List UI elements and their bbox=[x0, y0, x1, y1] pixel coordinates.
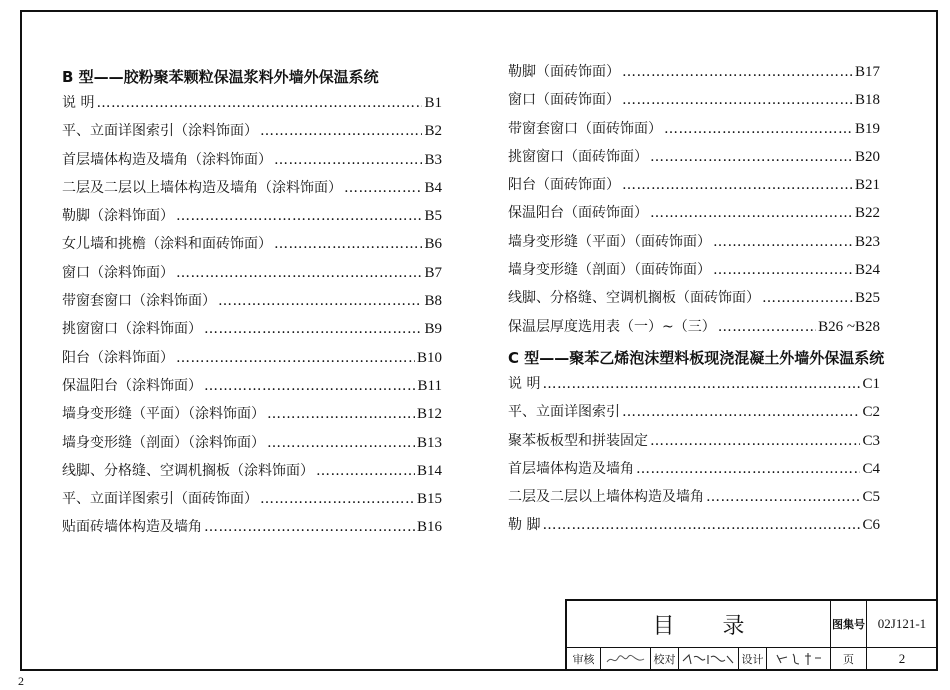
toc-entry-title: 墙身变形缝（剖面）（涂料饰面） bbox=[62, 434, 265, 451]
toc-entry-page: B22 bbox=[854, 205, 880, 222]
toc-entry-page: B20 bbox=[854, 148, 880, 165]
toc-entry bbox=[62, 92, 442, 120]
toc-entry-page: B19 bbox=[854, 120, 880, 137]
toc-entry bbox=[508, 316, 880, 344]
toc-leader-dots bbox=[344, 180, 422, 196]
toc-leader-dots bbox=[176, 350, 415, 366]
checker-signature bbox=[679, 648, 739, 670]
toc-entry-title: 贴面砖墙体构造及墙角 bbox=[62, 519, 202, 536]
toc-leader-dots bbox=[542, 376, 860, 392]
toc-left-column bbox=[62, 92, 442, 545]
toc-entry bbox=[62, 318, 442, 346]
toc-entry-title: 墙身变形缝（平面）（面砖饰面） bbox=[508, 233, 711, 250]
toc-leader-dots bbox=[204, 321, 422, 337]
toc-entry bbox=[508, 89, 880, 117]
toc-entry-page: B2 bbox=[424, 123, 442, 140]
toc-leader-dots bbox=[706, 489, 860, 505]
toc-leader-dots bbox=[260, 123, 422, 139]
toc-entry-page: C1 bbox=[862, 376, 880, 392]
toc-entry bbox=[508, 202, 880, 230]
reviewer-signature bbox=[601, 648, 651, 670]
toc-entry-title: 首层墙体构造及墙角 bbox=[508, 460, 634, 477]
toc-entry bbox=[508, 174, 880, 202]
toc-entry-title: 窗口（涂料饰面） bbox=[62, 264, 174, 281]
page-number-cell: 2 bbox=[867, 648, 937, 670]
toc-leader-dots bbox=[218, 293, 422, 309]
toc-entry bbox=[508, 118, 880, 146]
toc-entry-title: 勒 脚 bbox=[508, 517, 541, 534]
toc-entry bbox=[62, 290, 442, 318]
toc-leader-dots bbox=[274, 152, 422, 168]
toc-leader-dots bbox=[713, 262, 853, 278]
toc-entry-page: B17 bbox=[854, 64, 880, 80]
toc-entry-title: 带窗套窗口（涂料饰面） bbox=[62, 293, 216, 310]
section-c-heading: C 型——聚苯乙烯泡沫塑料板现浇混凝土外墙外保温系统 bbox=[508, 349, 885, 367]
toc-entry-page: C5 bbox=[862, 489, 880, 506]
toc-entry-title: 聚苯板板型和拼装固定 bbox=[508, 432, 648, 449]
toc-entry-page: B11 bbox=[417, 377, 442, 394]
toc-entry-page: B14 bbox=[416, 462, 442, 479]
toc-entry bbox=[508, 430, 880, 458]
toc-entry bbox=[62, 347, 442, 375]
toc-entry-page: C3 bbox=[862, 432, 880, 449]
toc-entry-page: B24 bbox=[854, 262, 880, 279]
toc-entry-page: B10 bbox=[416, 349, 442, 366]
toc-entry-page: B15 bbox=[416, 491, 442, 508]
toc-entry bbox=[62, 460, 442, 488]
toc-entry-title: 说 明 bbox=[508, 376, 541, 392]
toc-entry-title: 窗口（面砖饰面） bbox=[508, 92, 620, 109]
toc-entry bbox=[62, 403, 442, 431]
toc-leader-dots bbox=[267, 406, 415, 422]
atlas-number: 02J121-1 bbox=[867, 601, 937, 648]
toc-leader-dots bbox=[176, 265, 422, 281]
toc-entry-title: 挑窗窗口（面砖饰面） bbox=[508, 148, 648, 165]
toc-leader-dots bbox=[204, 378, 416, 394]
toc-entry bbox=[62, 205, 442, 233]
toc-entry-page: B13 bbox=[416, 434, 442, 451]
toc-leader-dots bbox=[622, 92, 853, 108]
toc-entry-page: B16 bbox=[416, 519, 442, 536]
toc-entry-title: 带窗套窗口（面砖饰面） bbox=[508, 120, 662, 137]
toc-entry-page: C4 bbox=[862, 460, 880, 477]
toc-entry-page: C6 bbox=[862, 517, 880, 534]
sheet-title: 目录 bbox=[567, 601, 831, 648]
toc-entry-page: B26 ~B28 bbox=[818, 318, 880, 335]
toc-entry-title: 说 明 bbox=[62, 95, 95, 111]
toc-entry-page: B23 bbox=[854, 233, 880, 250]
toc-leader-dots bbox=[274, 236, 422, 252]
toc-entry-title: 勒脚（面砖饰面） bbox=[508, 64, 620, 80]
toc-entry-page: B4 bbox=[424, 179, 442, 196]
toc-leader-dots bbox=[636, 461, 860, 477]
toc-entry bbox=[62, 149, 442, 177]
toc-entry-page: B3 bbox=[424, 151, 442, 168]
toc-leader-dots bbox=[316, 463, 415, 479]
check-label: 校对 bbox=[651, 648, 679, 670]
toc-entry bbox=[508, 373, 880, 401]
toc-entry-page: B12 bbox=[416, 406, 442, 423]
toc-entry-page: C2 bbox=[862, 404, 880, 421]
toc-entry-title: 墙身变形缝（剖面）（面砖饰面） bbox=[508, 262, 711, 279]
toc-entry bbox=[62, 233, 442, 261]
toc-entry bbox=[62, 177, 442, 205]
toc-entry bbox=[508, 231, 880, 259]
toc-entry-title: 阳台（涂料饰面） bbox=[62, 349, 174, 366]
toc-entry-title: 勒脚（涂料饰面） bbox=[62, 208, 174, 225]
toc-entry-page: B5 bbox=[424, 208, 442, 225]
page-label: 页 bbox=[831, 648, 867, 670]
toc-leader-dots bbox=[622, 177, 853, 193]
toc-leader-dots bbox=[622, 404, 860, 420]
toc-entry bbox=[508, 401, 880, 429]
toc-entry bbox=[508, 61, 880, 89]
toc-right-column bbox=[508, 61, 880, 344]
toc-entry bbox=[508, 458, 880, 486]
title-block bbox=[565, 599, 937, 670]
toc-entry bbox=[508, 146, 880, 174]
toc-entry-title: 阳台（面砖饰面） bbox=[508, 177, 620, 194]
toc-entry-title: 墙身变形缝（平面）（涂料饰面） bbox=[62, 406, 265, 423]
toc-entry bbox=[508, 486, 880, 514]
toc-entry bbox=[508, 514, 880, 542]
toc-entry-page: B18 bbox=[854, 92, 880, 109]
toc-entry-title: 二层及二层以上墙体构造及墙角（涂料饰面） bbox=[62, 179, 342, 196]
toc-leader-dots bbox=[713, 234, 853, 250]
toc-leader-dots bbox=[664, 121, 853, 137]
toc-leader-dots bbox=[204, 519, 415, 535]
toc-right-column-c bbox=[508, 373, 880, 543]
toc-leader-dots bbox=[650, 433, 860, 449]
toc-entry bbox=[62, 432, 442, 460]
toc-entry-title: 线脚、分格缝、空调机搁板（涂料饰面） bbox=[62, 462, 314, 479]
toc-entry bbox=[508, 259, 880, 287]
design-label: 设计 bbox=[739, 648, 767, 670]
designer-signature bbox=[767, 648, 831, 670]
toc-leader-dots bbox=[650, 149, 853, 165]
toc-entry-title: 挑窗窗口（涂料饰面） bbox=[62, 321, 202, 338]
toc-leader-dots bbox=[542, 517, 860, 533]
toc-leader-dots bbox=[762, 290, 853, 306]
section-b-heading: B 型——胶粉聚苯颗粒保温浆料外墙外保温系统 bbox=[62, 68, 379, 86]
toc-entry bbox=[508, 287, 880, 315]
toc-entry-page: B25 bbox=[854, 290, 880, 307]
toc-entry bbox=[62, 375, 442, 403]
toc-leader-dots bbox=[176, 208, 422, 224]
toc-entry-title: 首层墙体构造及墙角（涂料饰面） bbox=[62, 151, 272, 168]
sheet-page-number: 2 bbox=[18, 674, 24, 688]
toc-entry bbox=[62, 516, 442, 544]
toc-entry-title: 保温阳台（涂料饰面） bbox=[62, 377, 202, 394]
toc-leader-dots bbox=[260, 491, 415, 507]
toc-entry-page: B8 bbox=[424, 293, 442, 310]
toc-leader-dots bbox=[96, 95, 422, 111]
toc-entry-page: B6 bbox=[424, 236, 442, 253]
toc-leader-dots bbox=[650, 205, 853, 221]
atlas-number-label: 图集号 bbox=[831, 601, 867, 648]
toc-entry-title: 线脚、分格缝、空调机搁板（面砖饰面） bbox=[508, 290, 760, 307]
toc-entry-page: B7 bbox=[424, 264, 442, 281]
toc-leader-dots bbox=[267, 435, 415, 451]
toc-entry-title: 平、立面详图索引（面砖饰面） bbox=[62, 491, 258, 508]
toc-entry-title: 保温阳台（面砖饰面） bbox=[508, 205, 648, 222]
toc-entry-title: 女儿墙和挑檐（涂料和面砖饰面） bbox=[62, 236, 272, 253]
toc-leader-dots bbox=[718, 319, 816, 335]
toc-entry-title: 保温层厚度选用表（一）~（三） bbox=[508, 318, 716, 335]
toc-entry-title: 平、立面详图索引（涂料饰面） bbox=[62, 123, 258, 140]
toc-entry-page: B1 bbox=[424, 95, 442, 111]
toc-entry-page: B21 bbox=[854, 177, 880, 194]
toc-entry-title: 平、立面详图索引 bbox=[508, 404, 620, 421]
toc-entry bbox=[62, 120, 442, 148]
toc-entry-title: 二层及二层以上墙体构造及墙角 bbox=[508, 489, 704, 506]
review-label: 审核 bbox=[567, 648, 601, 670]
toc-leader-dots bbox=[622, 64, 853, 80]
toc-entry bbox=[62, 262, 442, 290]
toc-entry bbox=[62, 488, 442, 516]
toc-entry-page: B9 bbox=[424, 321, 442, 338]
